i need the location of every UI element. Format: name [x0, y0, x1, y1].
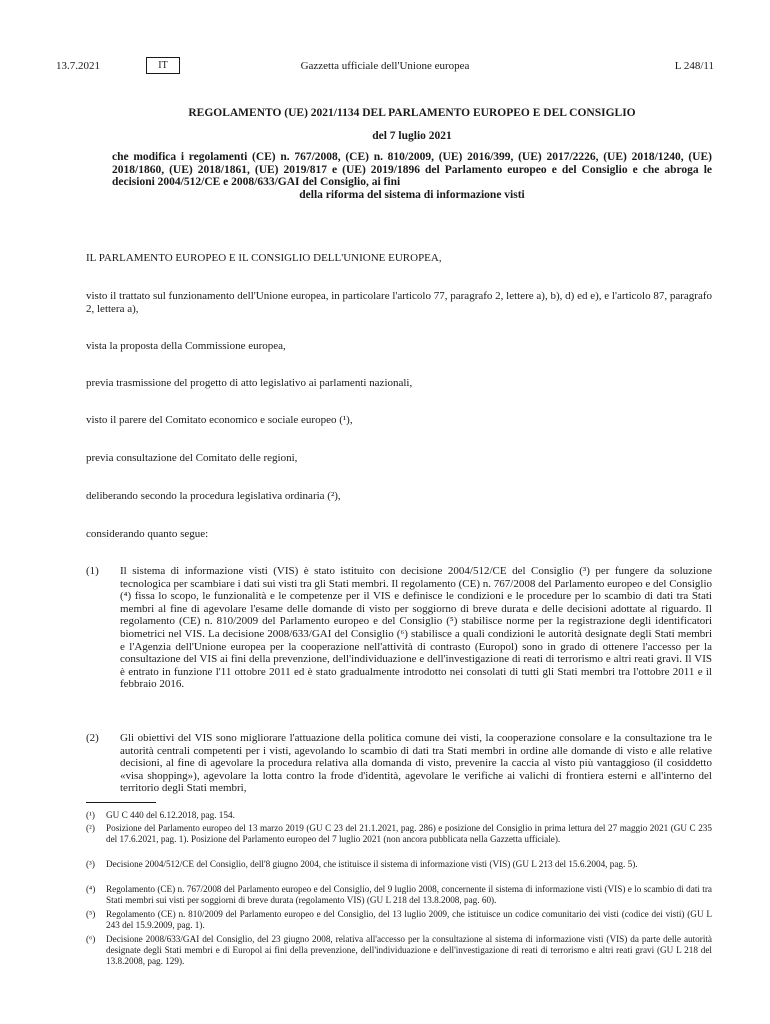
preamble-procedure: deliberando secondo la procedura legislativa ordinaria (²),	[86, 490, 341, 502]
footnote-number: (³)	[86, 859, 95, 869]
preamble-cor: previa consultazione del Comitato delle regioni,	[86, 452, 298, 464]
regulation-subject	[112, 151, 712, 201]
preamble-whereas: considerando quanto segue:	[86, 528, 209, 540]
footnote-number: (⁴)	[86, 884, 96, 894]
recital-number: (1)	[86, 565, 99, 577]
regulation-date: del 7 luglio 2021	[372, 130, 452, 142]
footnote-number: (²)	[86, 823, 95, 833]
footnote-separator	[86, 802, 156, 803]
recital-2	[86, 732, 712, 795]
footnote-4	[86, 884, 712, 906]
footnote-5	[86, 909, 712, 931]
regulation-subject-main: che modifica i regolamenti (CE) n. 767/2008, (CE) n. 810/2009, (UE) 2016/399, (UE) 2017/2226, (UE) 2018/1240, (UE) 2018/1860, (UE) 2018/1861, (UE) 2019/817 e (UE) 2019/1896 del Parlamento europeo e del Consiglio e che abroga le decisioni 2004/512/CE e 2008/633/GAI del Consiglio, ai fini	[112, 151, 712, 188]
preamble-transmission: previa trasmissione del progetto di atto legislativo ai parlamenti nazionali,	[86, 377, 413, 389]
footnote-number: (¹)	[86, 810, 95, 820]
footnote-2	[86, 823, 712, 845]
preamble-proposal: vista la proposta della Commissione europea,	[86, 340, 286, 352]
footnote-1	[86, 810, 712, 821]
footnote-text: Regolamento (CE) n. 767/2008 del Parlamento europeo e del Consiglio, del 9 luglio 2008, concernente il sistema di informazione visti (VIS) e lo scambio di dati tra Stati membri sui visti per soggiorni di breve durata (regolamento VIS) (GU L 218 del 13.8.2008, pag. 60).	[106, 884, 712, 905]
header-page-ref: L 248/11	[674, 60, 714, 72]
footnote-text: Regolamento (CE) n. 810/2009 del Parlamento europeo e del Consiglio, del 13 luglio 2009, che istituisce un codice comunitario dei visti (codice dei visti) (GU L 243 del 15.9.2009, pag. 1).	[106, 909, 712, 930]
footnote-3	[86, 859, 712, 870]
footnote-text: Decisione 2004/512/CE del Consiglio, dell'8 giugno 2004, che istituisce il sistema di informazione visti (VIS) (GU L 213 del 15.6.2004, pag. 5).	[106, 859, 638, 869]
regulation-title: REGOLAMENTO (UE) 2021/1134 DEL PARLAMENTO EUROPEO E DEL CONSIGLIO	[188, 107, 636, 119]
preamble-eesc: visto il parere del Comitato economico e sociale europeo (¹),	[86, 414, 353, 426]
recital-number: (2)	[86, 732, 99, 744]
preamble-institutions: IL PARLAMENTO EUROPEO E IL CONSIGLIO DELL'UNIONE EUROPEA,	[86, 252, 442, 264]
footnote-number: (⁵)	[86, 909, 96, 919]
footnote-text: Decisione 2008/633/GAI del Consiglio, del 23 giugno 2008, relativa all'accesso per la consultazione al sistema di informazione visti (VIS) da parte delle autorità designate degli Stati membri e di Europol ai fini della prevenzione, dell'individuazione e dell'investigazione di reati di terrorismo e altri reati gravi (GU L 218 del 13.8.2008, pag. 129).	[106, 934, 712, 966]
header-journal-title: Gazzetta ufficiale dell'Unione europea	[300, 60, 470, 72]
recital-text: Il sistema di informazione visti (VIS) è stato istituito con decisione 2004/512/CE del Consiglio (³) per fungere da soluzione tecnologica per scambiare i dati sui visti tra gli Stati membri. Il regolamento (CE) n. 767/2008 del Parlamento europeo e del Consiglio (⁴) fissa lo scopo, le funzionalità e le competenze per il VIS e definisce le condizioni e le procedure per lo scambio di dati tra Stati membri al fine di agevolare l'esame delle domande di visto per soggiorno di breve durata e delle decisioni adottate al riguardo. Il regolamento (CE) n. 810/2009 del Parlamento europeo e del Consiglio (⁵) stabilisce norme per la registrazione degli identificatori biometrici nel VIS. La decisione 2008/633/GAI del Consiglio (⁶) stabilisce a quali condizioni le autorità designate degli Stati membri e l'Agenzia dell'Unione europea per la cooperazione nell'attività di contrasto (Europol) sono in grado di ottenere l'accesso per la consultazione del VIS ai fini della prevenzione, dell'individuazione e dell'investigazione di reati di terrorismo e altri reati gravi. Il VIS è entrato in funzione l'11 ottobre 2011 ed è stato gradualmente introdotto nei consolati di tutti gli Stati membri tra l'ottobre 2011 e il febbraio 2016.	[120, 565, 712, 691]
footnote-number: (⁶)	[86, 934, 96, 944]
footnote-6	[86, 934, 712, 967]
recital-1	[86, 565, 712, 691]
footnote-text: GU C 440 del 6.12.2018, pag. 154.	[106, 810, 235, 820]
header-language-box: IT	[146, 57, 180, 74]
regulation-subject-last: della riforma del sistema di informazione visti	[299, 188, 525, 201]
header-date: 13.7.2021	[56, 60, 100, 72]
preamble-treaty: visto il trattato sul funzionamento dell'Unione europea, in particolare l'articolo 77, paragrafo 2, lettere a), b), d) ed e), e l'articolo 87, paragrafo 2, lettera a),	[86, 290, 712, 315]
footnote-text: Posizione del Parlamento europeo del 13 marzo 2019 (GU C 23 del 21.1.2021, pag. 286) e posizione del Consiglio in prima lettura del 27 maggio 2021 (GU C 235 del 17.6.2021, pag. 1). Posizione del Parlamento europeo del 7 luglio 2021 (non ancora pubblicata nella Gazzetta ufficiale).	[106, 823, 712, 844]
recital-text: Gli obiettivi del VIS sono migliorare l'attuazione della politica comune dei visti, la cooperazione consolare e la consultazione tra le autorità centrali competenti per i visti, agevolando lo scambio di dati tra Stati membri in ordine alle domande di visto e alle relative decisioni, al fine di agevolare la procedura relativa alla domanda di visto, prevenire la caccia al visto più vantaggioso (il cosiddetto «visa shopping»), agevolare la lotta contro la frode d'identità, agevolare le verifiche ai valichi di frontiera esterni e all'interno del territorio degli Stati membri,	[120, 732, 712, 795]
